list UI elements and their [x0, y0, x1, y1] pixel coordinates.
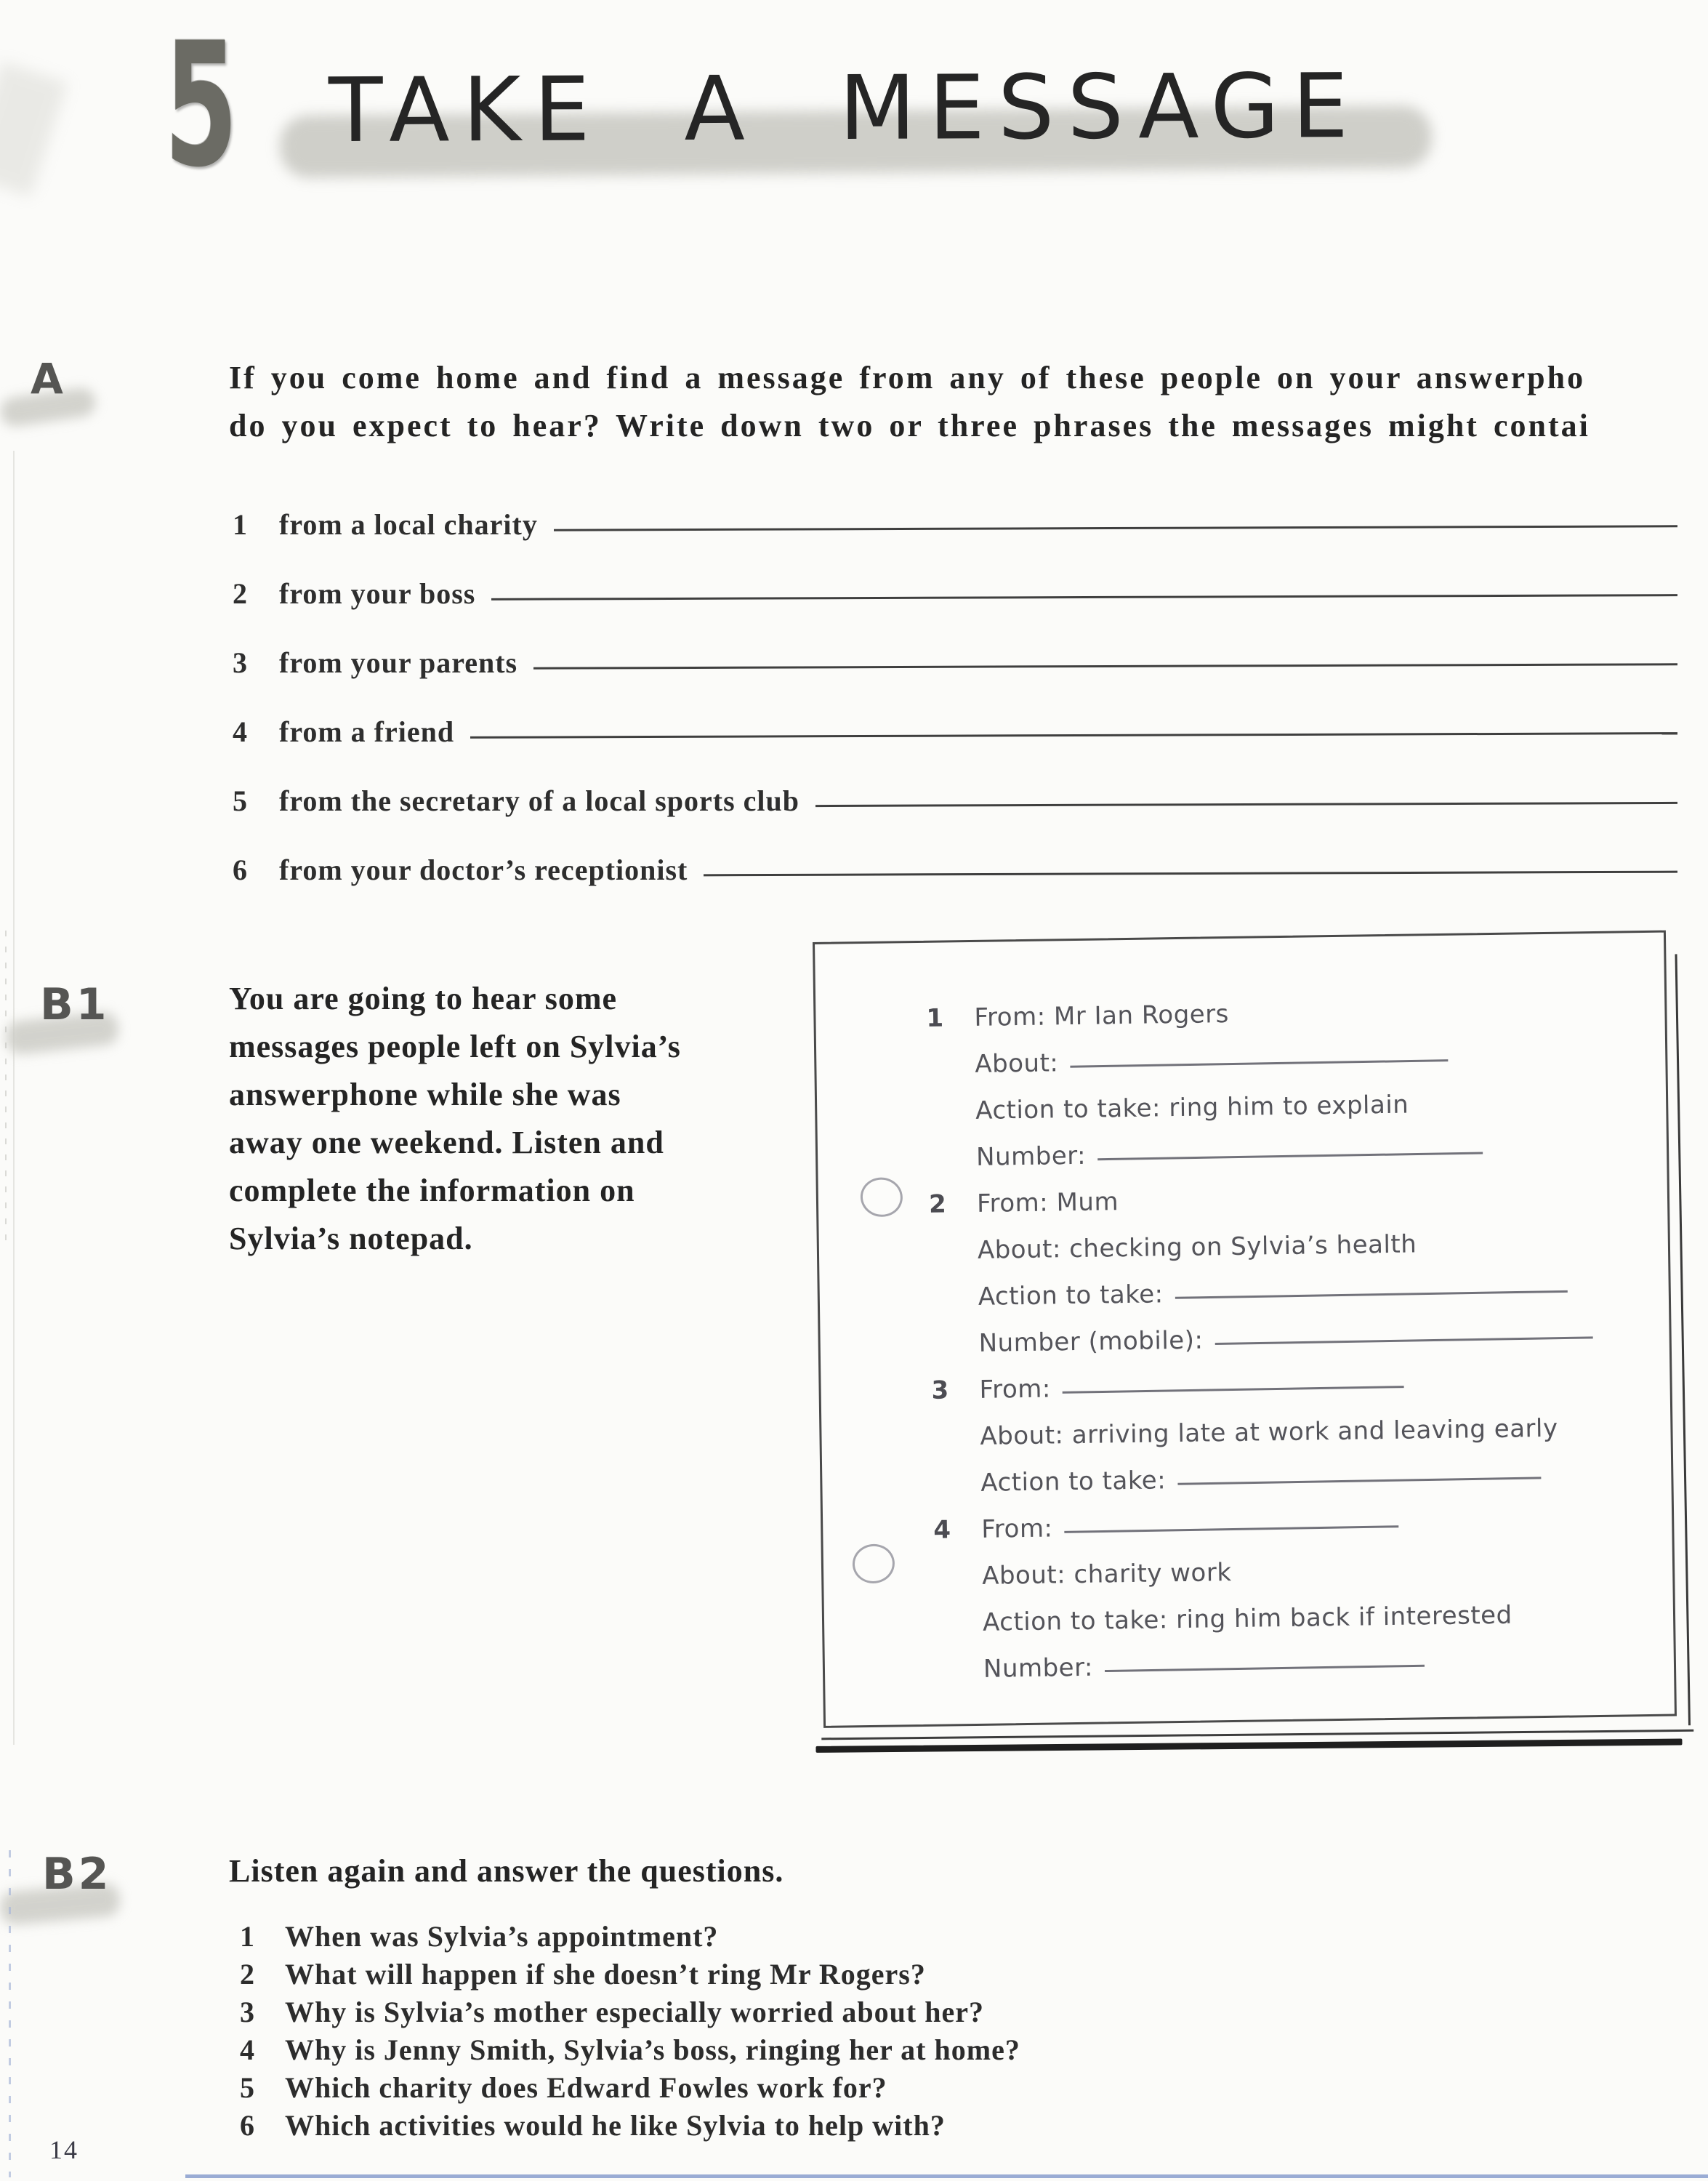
question-number: 4	[240, 2033, 255, 2066]
list-item	[233, 507, 1677, 544]
answer-line[interactable]	[1214, 1336, 1592, 1345]
section-a-instructions-line2: do you expect to hear? Write down two or three phrases the messages might contai	[229, 408, 1590, 443]
section-a-label: A	[31, 354, 66, 403]
page-number: 14	[49, 2135, 78, 2164]
notepad-field: Action to take: ring him back if interested	[982, 1600, 1512, 1637]
notepad-field: About: arriving late at work and leaving early	[980, 1413, 1558, 1451]
question-row	[240, 2108, 1677, 2143]
scan-artifact-bottom-line	[185, 2174, 1708, 2178]
b1-instructions-line: You are going to hear some	[229, 981, 618, 1016]
scan-artifact-edge-line	[13, 451, 15, 1745]
notepad-field: About:	[975, 1048, 1059, 1079]
question-number: 5	[240, 2071, 255, 2104]
list-item	[233, 853, 1677, 889]
list-item	[233, 784, 1677, 820]
item-label: from your doctor’s receptionist	[279, 853, 688, 886]
notepad-bottom-shadow	[815, 1739, 1682, 1753]
item-number: 6	[233, 853, 248, 886]
notepad-field: From:	[981, 1514, 1053, 1544]
answer-line[interactable]	[1097, 1152, 1483, 1160]
item-label: from a local charity	[279, 508, 538, 541]
list-item	[233, 646, 1677, 682]
question-text: What will happen if she doesn’t ring Mr Rogers?	[285, 1958, 926, 1991]
answer-line[interactable]	[554, 525, 1677, 531]
sylvia-notepad	[813, 931, 1677, 1728]
message-number: 2	[928, 1189, 947, 1219]
question-number: 2	[240, 1958, 255, 1991]
section-b1-label: B1	[40, 979, 110, 1030]
notepad-field: Number (mobile):	[978, 1325, 1204, 1358]
message-number: 3	[931, 1375, 950, 1405]
scan-artifact-left-dashes	[9, 1850, 11, 2177]
item-number: 1	[233, 508, 248, 541]
notepad-field: About: checking on Sylvia’s health	[977, 1229, 1417, 1265]
list-item	[233, 715, 1677, 751]
answer-line[interactable]	[1105, 1665, 1425, 1672]
item-number: 3	[233, 646, 248, 679]
notepad-right-sheet-edge	[1675, 954, 1691, 1725]
b1-instructions-line: complete the information on	[229, 1173, 635, 1208]
page-title: TAKE A MESSAGE	[328, 54, 1362, 163]
question-number: 3	[240, 1996, 255, 2028]
section-b2-instruction: Listen again and answer the questions.	[229, 1853, 784, 1889]
b1-instructions-line: away one weekend. Listen and	[229, 1125, 664, 1160]
notepad-field: From: Mum	[976, 1187, 1119, 1218]
question-row	[240, 2033, 1677, 2068]
question-row	[240, 2070, 1677, 2105]
section-b2-label: B2	[42, 1849, 112, 1900]
message-number: 1	[926, 1003, 944, 1033]
question-text: Which activities would he like Sylvia to help with?	[285, 2109, 946, 2142]
notepad-field: Number:	[983, 1652, 1094, 1684]
answer-line[interactable]	[533, 663, 1677, 669]
question-text: Why is Sylvia’s mother especially worried about her?	[285, 1996, 984, 2028]
answer-line[interactable]	[1063, 1386, 1404, 1394]
unit-number: 5	[164, 7, 238, 205]
notepad-field: About: charity work	[981, 1558, 1232, 1591]
question-text: Which charity does Edward Fowles work for?	[285, 2071, 887, 2104]
answer-line[interactable]	[1070, 1059, 1448, 1068]
message-number: 4	[933, 1515, 951, 1545]
question-text: Why is Jenny Smith, Sylvia’s boss, ringing her at home?	[285, 2033, 1020, 2066]
question-row	[240, 1995, 1677, 2030]
question-number: 6	[240, 2109, 255, 2142]
item-label: from your parents	[279, 646, 518, 679]
item-number: 2	[233, 577, 248, 610]
scan-smudge-top-left	[0, 61, 68, 196]
item-label: from the secretary of a local sports club	[279, 784, 800, 817]
scan-artifact-left-dashes	[5, 931, 7, 1243]
notepad-field: Action to take:	[978, 1280, 1164, 1312]
notepad-field: Number:	[975, 1141, 1087, 1172]
list-item	[233, 577, 1677, 613]
question-row	[240, 1957, 1677, 1992]
notepad-stacked-sheet-edge	[821, 1730, 1693, 1740]
question-row	[240, 1919, 1677, 1954]
answer-line[interactable]	[470, 732, 1677, 739]
item-label: from a friend	[279, 715, 455, 748]
question-text: When was Sylvia’s appointment?	[285, 1920, 719, 1953]
answer-line[interactable]	[704, 871, 1677, 877]
b1-instructions-line: Sylvia’s notepad.	[229, 1221, 473, 1256]
notepad-field: Action to take:	[980, 1466, 1167, 1498]
answer-line[interactable]	[1175, 1290, 1568, 1299]
item-number: 4	[233, 715, 248, 748]
notepad-field: From:	[979, 1374, 1052, 1405]
answer-line[interactable]	[491, 594, 1677, 601]
notepad-field: From: Mr Ian Rogers	[974, 1000, 1230, 1032]
item-number: 5	[233, 784, 248, 817]
item-label: from your boss	[279, 577, 476, 610]
notepad-field: Action to take: ring him to explain	[975, 1090, 1409, 1125]
section-a-instructions-line1: If you come home and find a message from any of these people on your answerpho	[229, 360, 1586, 395]
answer-line[interactable]	[1065, 1525, 1399, 1533]
answer-line[interactable]	[1177, 1477, 1541, 1485]
answer-line[interactable]	[815, 802, 1677, 807]
b1-instructions-line: answerphone while she was	[229, 1077, 621, 1112]
question-number: 1	[240, 1920, 255, 1953]
b1-instructions-line: messages people left on Sylvia’s	[229, 1029, 681, 1064]
